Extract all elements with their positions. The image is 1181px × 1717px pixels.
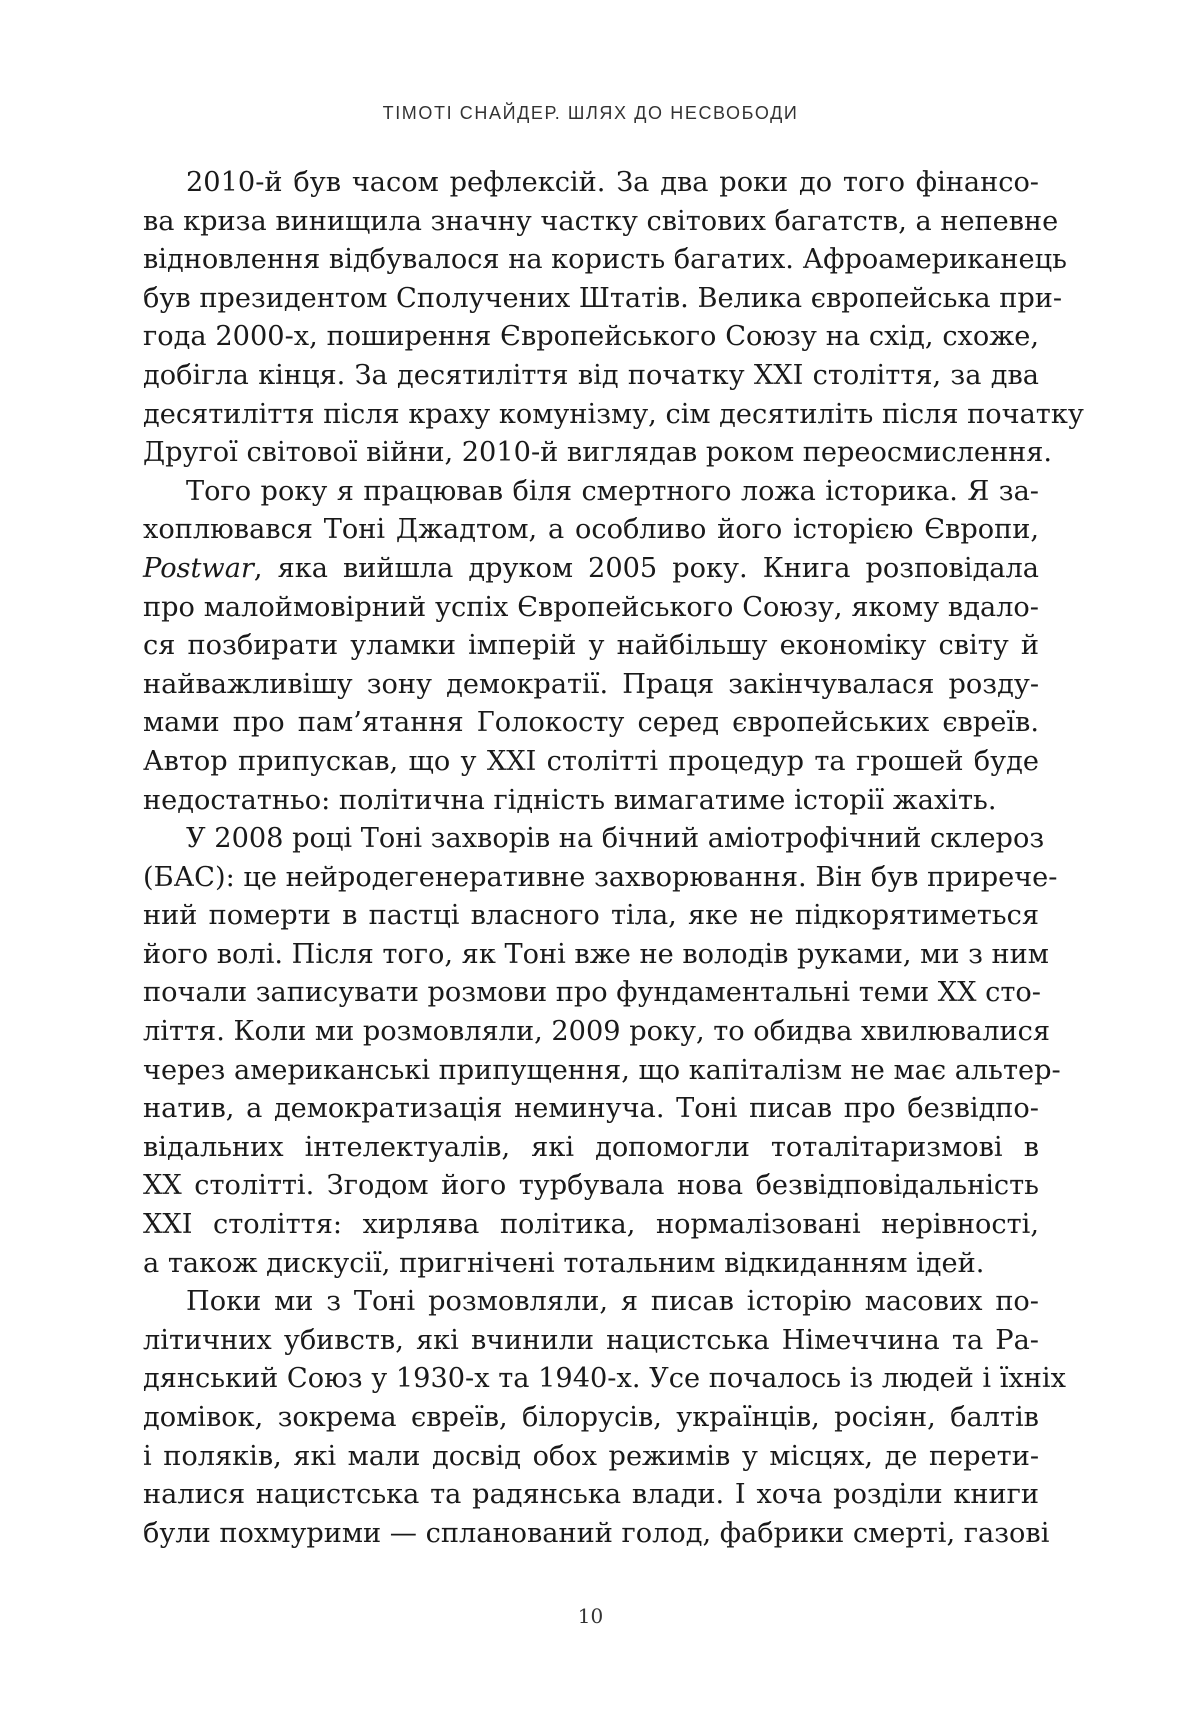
body-text: [143, 164, 1084, 1553]
text-line: мами про пам’ятання Голокосту серед європейських євреїв.: [143, 707, 1039, 739]
text-line: його волі. Після того, як Тоні вже не володів руками, ми з ним: [143, 938, 1049, 970]
text-line: XXI століття: хирлява політика, нормалізовані нерівності,: [143, 1209, 1039, 1241]
text-line: налися нацистська та радянська влади. І хоча розділи книги: [143, 1479, 1039, 1511]
paragraph: [143, 1283, 1066, 1553]
text-line: десятиліття після краху комунізму, сім десятиліть після початку: [143, 398, 1084, 430]
text-line: через американські припущення, що капіталізм не має альтер-: [143, 1054, 1061, 1086]
text-line: домівок, зокрема євреїв, білорусів, українців, росіян, балтів: [143, 1402, 1039, 1433]
text-line: відновлення відбувалося на користь багатих. Афроамериканець: [143, 244, 1067, 276]
text-line: (БАС): це нейродегенеративне захворювання. Він був прирече-: [143, 861, 1058, 893]
text-line: хоплювався Тоні Джадтом, а особливо його історією Європи,: [143, 514, 1039, 546]
text-line: був президентом Сполучених Штатів. Велика європейська при-: [143, 282, 1063, 314]
paragraph: [143, 820, 1061, 1283]
text-line: Поки ми з Тоні розмовляли, я писав історію масових по-: [186, 1286, 1039, 1318]
text-line: Другої світової війни, 2010-й виглядав роком переосмислення.: [143, 437, 1052, 469]
paragraph: [143, 164, 1084, 473]
text-line: літичних убивств, які вчинили нацистська Німеччина та Ра-: [143, 1324, 1039, 1356]
text-line: відальних інтелектуалів, які допомогли тоталітаризмові в: [143, 1131, 1039, 1163]
text-line: У 2008 році Тоні захворів на бічний аміотрофічний склероз: [186, 823, 1045, 855]
text-line: недостатньо: політична гідність вимагатиме історії жахіть.: [143, 784, 997, 816]
text-run: , яка вийшла друком 2005 року. Книга розповідала: [253, 552, 1039, 584]
text-line: XX столітті. Згодом його турбувала нова безвідповідальність: [143, 1170, 1039, 1202]
text-line: почали записувати розмови про фундаментальні теми XX сто-: [143, 977, 1041, 1009]
running-head: ТІМОТІ СНАЙДЕР. ШЛЯХ ДО НЕСВОБОДИ: [382, 103, 799, 123]
text-line: добігла кінця. За десятиліття від початку XXI століття, за два: [143, 359, 1039, 391]
text-line: [143, 550, 1039, 589]
text-line: були похмурими — спланований голод, фабрики смерті, газові: [143, 1517, 1050, 1549]
text-line: ліття. Коли ми розмовляли, 2009 року, то обидва хвилювалися: [143, 1016, 1051, 1048]
text-line: найважливішу зону демократії. Праця закінчувалася розду-: [143, 668, 1039, 700]
book-title-italic: Postwar: [143, 552, 254, 584]
text-line: про малоймовірний успіх Європейського Союзу, якому вдало-: [143, 591, 1039, 623]
page-number: 10: [577, 1604, 604, 1628]
text-line: года 2000-х, поширення Європейського Союзу на схід, схоже,: [143, 321, 1039, 353]
text-line: ва криза винищила значну частку світових багатств, а непевне: [143, 205, 1059, 237]
paragraph: [143, 473, 1039, 820]
text-line: Того року я працював біля смертного ложа історика. Я за-: [186, 475, 1039, 507]
text-line: ся позбирати уламки імперій у найбільшу економіку світу й: [143, 630, 1039, 662]
text-line: 2010-й був часом рефлексій. За два роки до того фінансо-: [186, 167, 1039, 198]
text-line: ний померти в пастці власного тіла, яке не підкорятиметься: [143, 900, 1039, 932]
text-line: Автор припускав, що у XXI столітті процедур та грошей буде: [143, 745, 1039, 777]
text-line: і поляків, які мали досвід обох режимів у місцях, де перети-: [143, 1440, 1039, 1472]
text-line: а також дискусії, пригнічені тотальним відкиданням ідей.: [143, 1247, 985, 1279]
text-line: натив, а демократизація неминуча. Тоні писав про безвідпо-: [143, 1093, 1039, 1125]
text-line: дянський Союз у 1930-х та 1940-х. Усе почалось із людей і їхніх: [143, 1363, 1066, 1395]
